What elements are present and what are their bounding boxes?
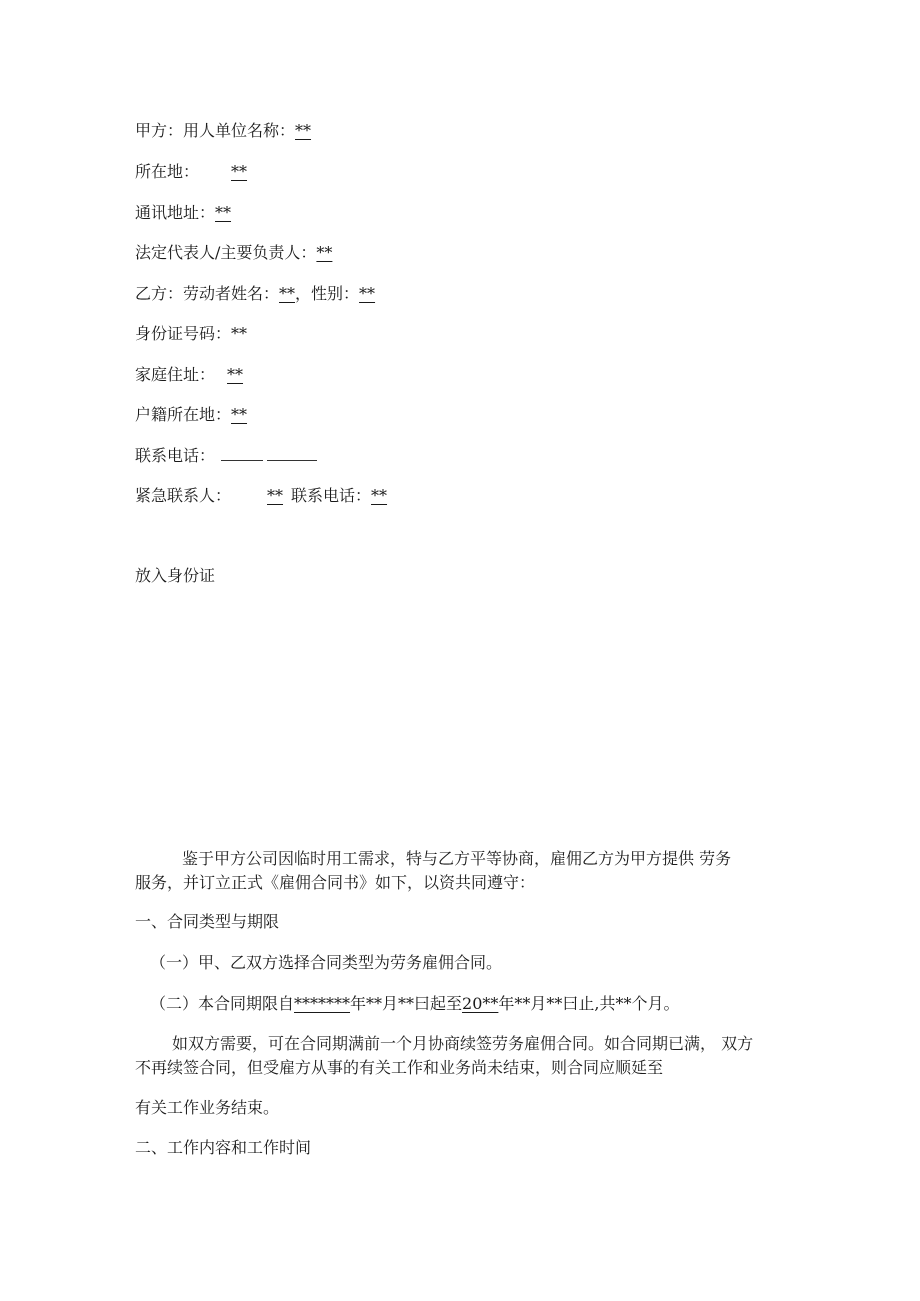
emergency-phone-label: 联系电话： [291,486,372,505]
renew-paragraph-line-2: 不再续签合同，但受雇方从事的有关工作和业务尚未结束，则合同应顺延至 [135,1058,664,1077]
rep-value: ** [316,243,333,262]
id-card-placeholder: 放入身份证 [135,566,216,585]
emergency-value: ** [267,486,284,505]
party-b-hukou-line [135,405,247,425]
home-label: 家庭住址： [135,365,216,384]
location-label: 所在地： [135,162,200,181]
address-value: ** [215,203,232,222]
location-value: ** [231,162,248,181]
clause-2-mid: 年**月**曰起至 [350,994,463,1013]
party-b-phone-line [135,446,317,466]
intro-paragraph-line-2: 服务，并订立正式《雇佣合同书》如下，以资共同遵守： [135,873,536,892]
party-a-location-line [135,162,247,182]
party-b-name-line [135,284,375,304]
clause-2-end-year: 20** [462,994,499,1013]
emergency-contact-line [135,486,387,506]
gender-value: ** [359,284,376,303]
hukou-label: 户籍所在地： [135,405,232,424]
party-a-rep-line [135,243,332,263]
party-b-label: 乙方：劳动者姓名： [135,284,280,303]
emergency-label: 紧急联系人： [135,486,232,505]
party-b-id-line [135,324,247,344]
clause-2-suffix: 年**月**曰止,共**个月。 [498,994,680,1013]
party-a-name: ** [295,121,312,140]
id-label: 身份证号码： [135,324,232,343]
renew-paragraph-line-1: 如双方需要，可在合同期满前一个月协商续签劳务雇佣合同。如合同期已满， 双方 [172,1034,754,1053]
hukou-value: ** [231,405,248,424]
gender-label: 性别： [311,284,360,303]
party-b-name: ** [279,284,296,303]
id-value: ** [231,324,248,343]
party-a-address-line [135,203,231,223]
phone-blank-2 [267,446,317,461]
clause-2-start-year: ******* [294,994,351,1013]
separator: ， [295,284,312,303]
address-label: 通讯地址： [135,203,216,222]
phone-label: 联系电话： [135,446,216,465]
party-b-home-line [135,365,243,385]
clause-2-prefix: （二）本合同期限自 [150,994,295,1013]
clause-2 [150,994,679,1014]
intro-paragraph-line-1: 鉴于甲方公司因临时用工需求，特与乙方平等协商，雇佣乙方为甲方提供 劳务 [182,849,732,868]
emergency-phone-value: ** [371,486,388,505]
party-a-label: 甲方：用人单位名称： [135,121,296,140]
phone-blank-1 [221,446,263,461]
clause-1: （一）甲、乙双方选择合同类型为劳务雇佣合同。 [150,953,503,972]
renew-paragraph-line-3: 有关工作业务结束。 [135,1098,280,1117]
section-1-title: 一、合同类型与期限 [135,912,280,931]
rep-label: 法定代表人/主要负责人： [135,243,317,262]
party-a-name-line [135,121,311,141]
home-value: ** [227,365,244,384]
section-2-title: 二、工作内容和工作时间 [135,1138,312,1157]
